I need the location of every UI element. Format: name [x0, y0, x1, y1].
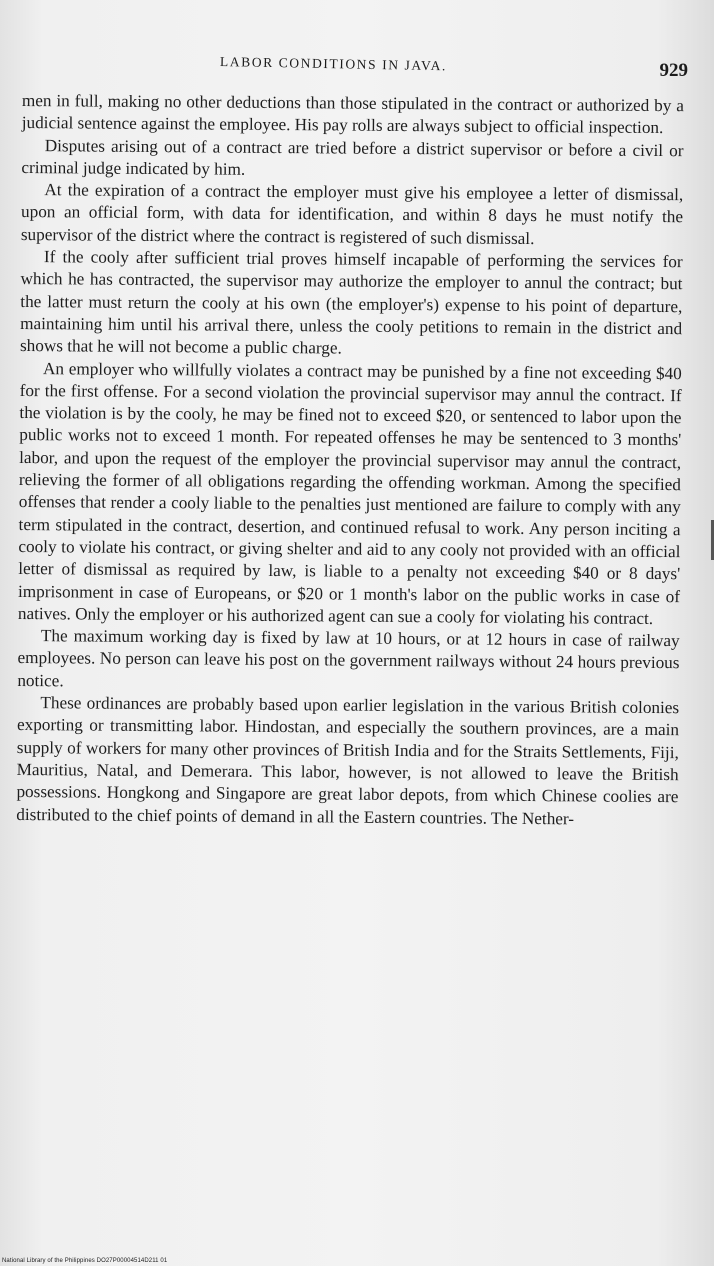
library-stamp: National Library of the Philippines DO27P00004514D211 01: [2, 1258, 168, 1264]
page-header: [20, 54, 696, 84]
paragraph-incapable-cooly: If the cooly after sufficient trial proves himself incapable of performing the services for which he has contracted, the supervisor may authorize the employer to annul the contract; but the latter must return the cooly at his own (the employer's) expense to his point of departure, maintaining him until his arrival there, unless the cooly petitions to remain in the district and shows that he will not become a public charge.: [19, 247, 683, 358]
body-text: [16, 90, 684, 831]
paragraph-disputes: Disputes arising out of a contract are tried before a district supervisor or before a civil or criminal judge indicated by him.: [21, 135, 684, 179]
paragraph-working-day: The maximum working day is fixed by law at 10 hours, or at 12 hours in case of railway employees. No person can leave his post on the government railways without 24 hours previous notice.: [17, 626, 680, 691]
running-title: LABOR CONDITIONS IN JAVA.: [219, 54, 448, 74]
page-number: 929: [659, 60, 688, 81]
paragraph-continued: men in full, making no other deductions than those stipulated in the contract or authorized by a judicial sentence against the employee. His pay rolls are always subject to official inspection.: [21, 90, 684, 138]
paragraph-violations: An employer who willfully violates a contract may be punished by a fine not exceeding $40 for the first offense. For a second violation the provincial supervisor may annul the contract. If the violation is by the cooly, he may be fined not to exceed $20, or sentenced to labor upon the public works not to exceed 1 month. For repeated offenses he may be sentenced to 3 months' labor, and upon the request of the employer the provincial supervisor may annul the contract, relieving the former of all obligations regarding the offending workman. Among the specified offenses that render a cooly liable to the penalties just mentioned are failure to comply with any term stipulated in the contract, desertion, and continued refusal to work. Any person inciting a cooly to violate his contract, or giving shelter and aid to any cooly not provided with an official letter of dismissal as required by law, is liable to a penalty not exceeding $40 or 8 days' imprisonment in case of Europeans, or $20 or 1 month's labor on the public works in case of natives. Only the employer or his authorized agent can sue a cooly for violating his contract.: [17, 358, 682, 628]
paragraph-ordinances: These ordinances are probably based upon earlier legislation in the various British colonies exporting or transmitting labor. Hindostan, and especially the southern provinces, are a main supply of workers for many other provinces of British India and for the Straits Settlements, Fiji, Mauritius, Natal, and Demerara. This labor, however, is not allowed to leave the British possessions. Hongkong and Singapore are great labor depots, from which Chinese coolies are distributed to the chief points of demand in all the Eastern countries. The Nether-: [16, 693, 680, 828]
paragraph-dismissal: At the expiration of a contract the employer must give his employee a letter of dismissal, upon an official form, with data for identification, and within 8 days he must notify the supervisor of the district where the contract is registered of such dismissal.: [20, 180, 684, 248]
